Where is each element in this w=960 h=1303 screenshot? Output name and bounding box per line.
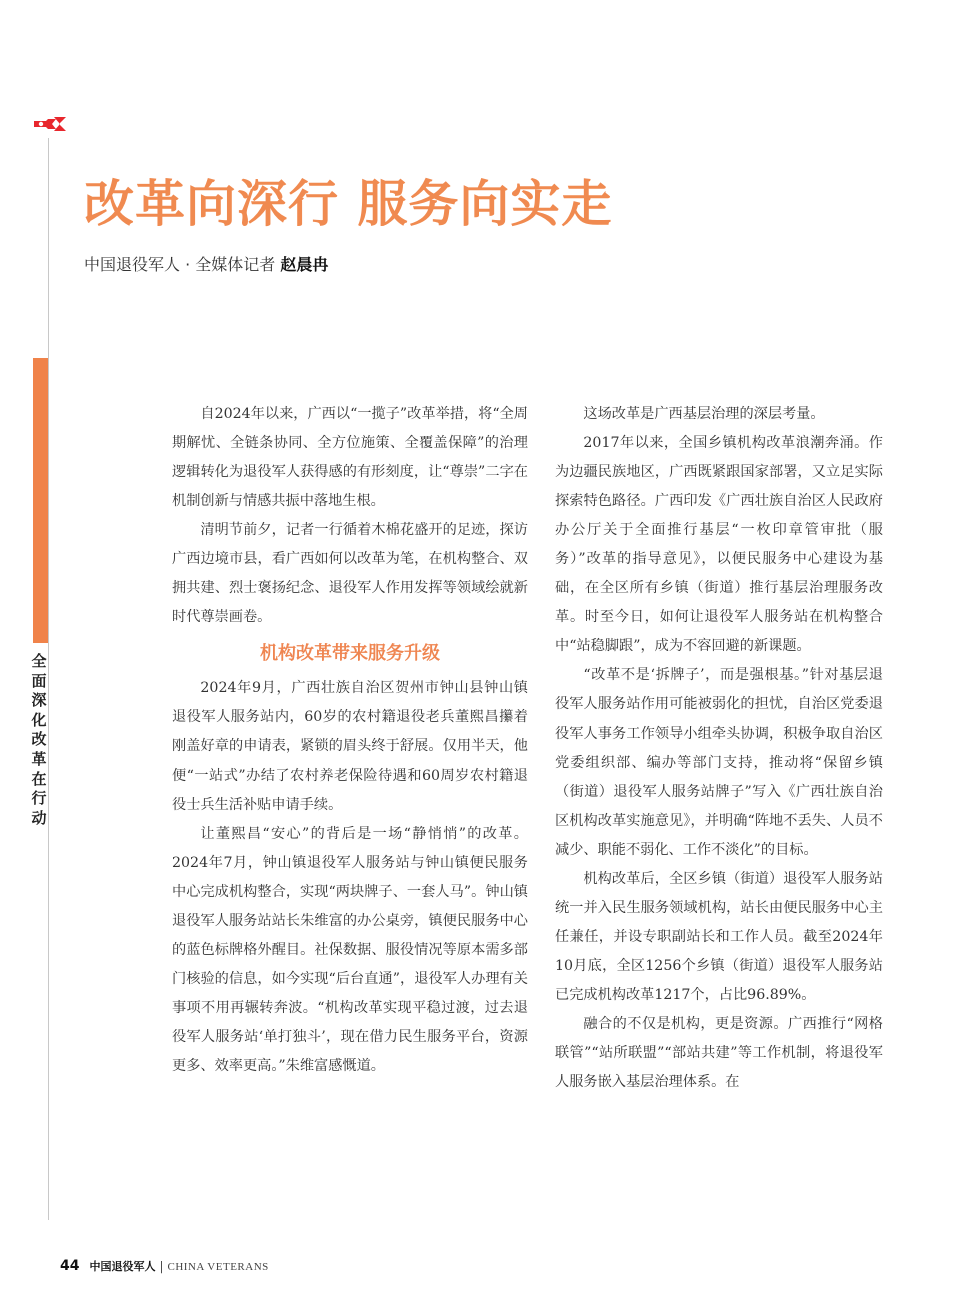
paragraph: 机构改革后，全区乡镇（街道）退役军人服务站统一并入民生服务领域机构，站长由便民服务中心主任兼任，并设专职副站长和工作人员。截至2024年10月底，全区1256个乡镇（街道）退役军人服务站已完成机构改革1217个，占比96.89%。 — [555, 870, 883, 1003]
paragraph: 这场改革是广西基层治理的深层考量。 — [583, 406, 825, 422]
byline-author: 赵晨冉 — [280, 255, 329, 274]
footer-separator: | — [159, 1259, 164, 1273]
byline — [84, 252, 328, 275]
paragraph: 清明节前夕，记者一行循着木棉花盛开的足迹，探访广西边境市县，看广西如何以改革为笔，在机构整合、双拥共建、烈士褒扬纪念、退役军人作用发挥等领域绘就新时代尊崇画卷。 — [172, 522, 528, 626]
article-title: 改革向深行 服务向实走 — [84, 174, 613, 233]
paragraph: 让董熙昌“安心”的背后是一场“静悄悄”的改革。2024年7月，钟山镇退役军人服务站与钟山镇便民服务中心完成机构整合，实现“两块牌子、一套人马”。钟山镇退役军人服务站站长朱维富的办公桌旁，镇便民服务中心的蓝色标牌格外醒目。社保数据、服役情况等原本需多部门核验的信息，如今实现“后台直通”，退役军人办理有关事项不用再辗转奔波。“机构改革实现平稳过渡，过去退役军人服务站‘单打独斗’，现在借力民生服务平台，资源更多、效率更高。”朱维富感慨道。 — [172, 825, 528, 1074]
byline-source: 中国退役军人 · 全媒体记者 — [84, 255, 281, 274]
china-veterans-logo-icon — [32, 114, 68, 134]
article-column-right — [555, 400, 883, 1097]
paragraph: 自2024年以来，广西以“一揽子”改革举措，将“全周期解忧、全链条协同、全方位施策、全覆盖保障”的治理逻辑转化为退役军人获得感的有形刻度，让“尊崇”二字在机制创新与情感共振中落地生根。 — [172, 406, 528, 510]
paragraph: 2024年9月，广西壮族自治区贺州市钟山县钟山镇退役军人服务站内，60岁的农村籍退役老兵董熙昌攥着刚盖好章的申请表，紧锁的眉头终于舒展。仅用半天，他便“一站式”办结了农村养老保险待遇和60周岁农村籍退役士兵生活补贴申请手续。 — [172, 680, 528, 813]
section-accent-bar — [33, 358, 48, 643]
section-heading: 机构改革带来服务升级 — [260, 643, 440, 665]
magazine-english-name: CHINA VETERANS — [167, 1261, 269, 1273]
page-number: 44 — [60, 1258, 80, 1274]
magazine-name: 中国退役军人 — [89, 1260, 156, 1273]
paragraph: 融合的不仅是机构，更是资源。广西推行“网格联管”“站所联盟”“部站共建”等工作机制，将退役军人服务嵌入基层治理体系。在 — [555, 1015, 883, 1091]
article-column-left — [172, 400, 528, 1081]
paragraph: “改革不是‘拆牌子’，而是强根基。”针对基层退役军人服务站作用可能被弱化的担忧，自治区党委退役军人事务工作领导小组牵头协调，积极争取自治区党委组织部、编办等部门支持，推动将“保留乡镇（街道）退役军人服务站牌子”写入《广西壮族自治区机构改革实施意见》，并明确“阵地不丢失、人员不减少、职能不弱化、工作不淡化”的目标。 — [555, 667, 883, 858]
page-footer — [60, 1258, 269, 1274]
section-label: 全面深化改革在行动 — [31, 652, 47, 827]
paragraph: 2017年以来，全国乡镇机构改革浪潮奔涌。作为边疆民族地区，广西既紧跟国家部署，又立足实际探索特色路径。广西印发《广西壮族自治区人民政府办公厅关于全面推行基层“一枚印章管审批（服务）”改革的指导意见》，以便民服务中心建设为基础，在全区所有乡镇（街道）推行基层治理服务改革。时至今日，如何让退役军人服务站在机构整合中“站稳脚跟”，成为不容回避的新课题。 — [555, 435, 883, 655]
